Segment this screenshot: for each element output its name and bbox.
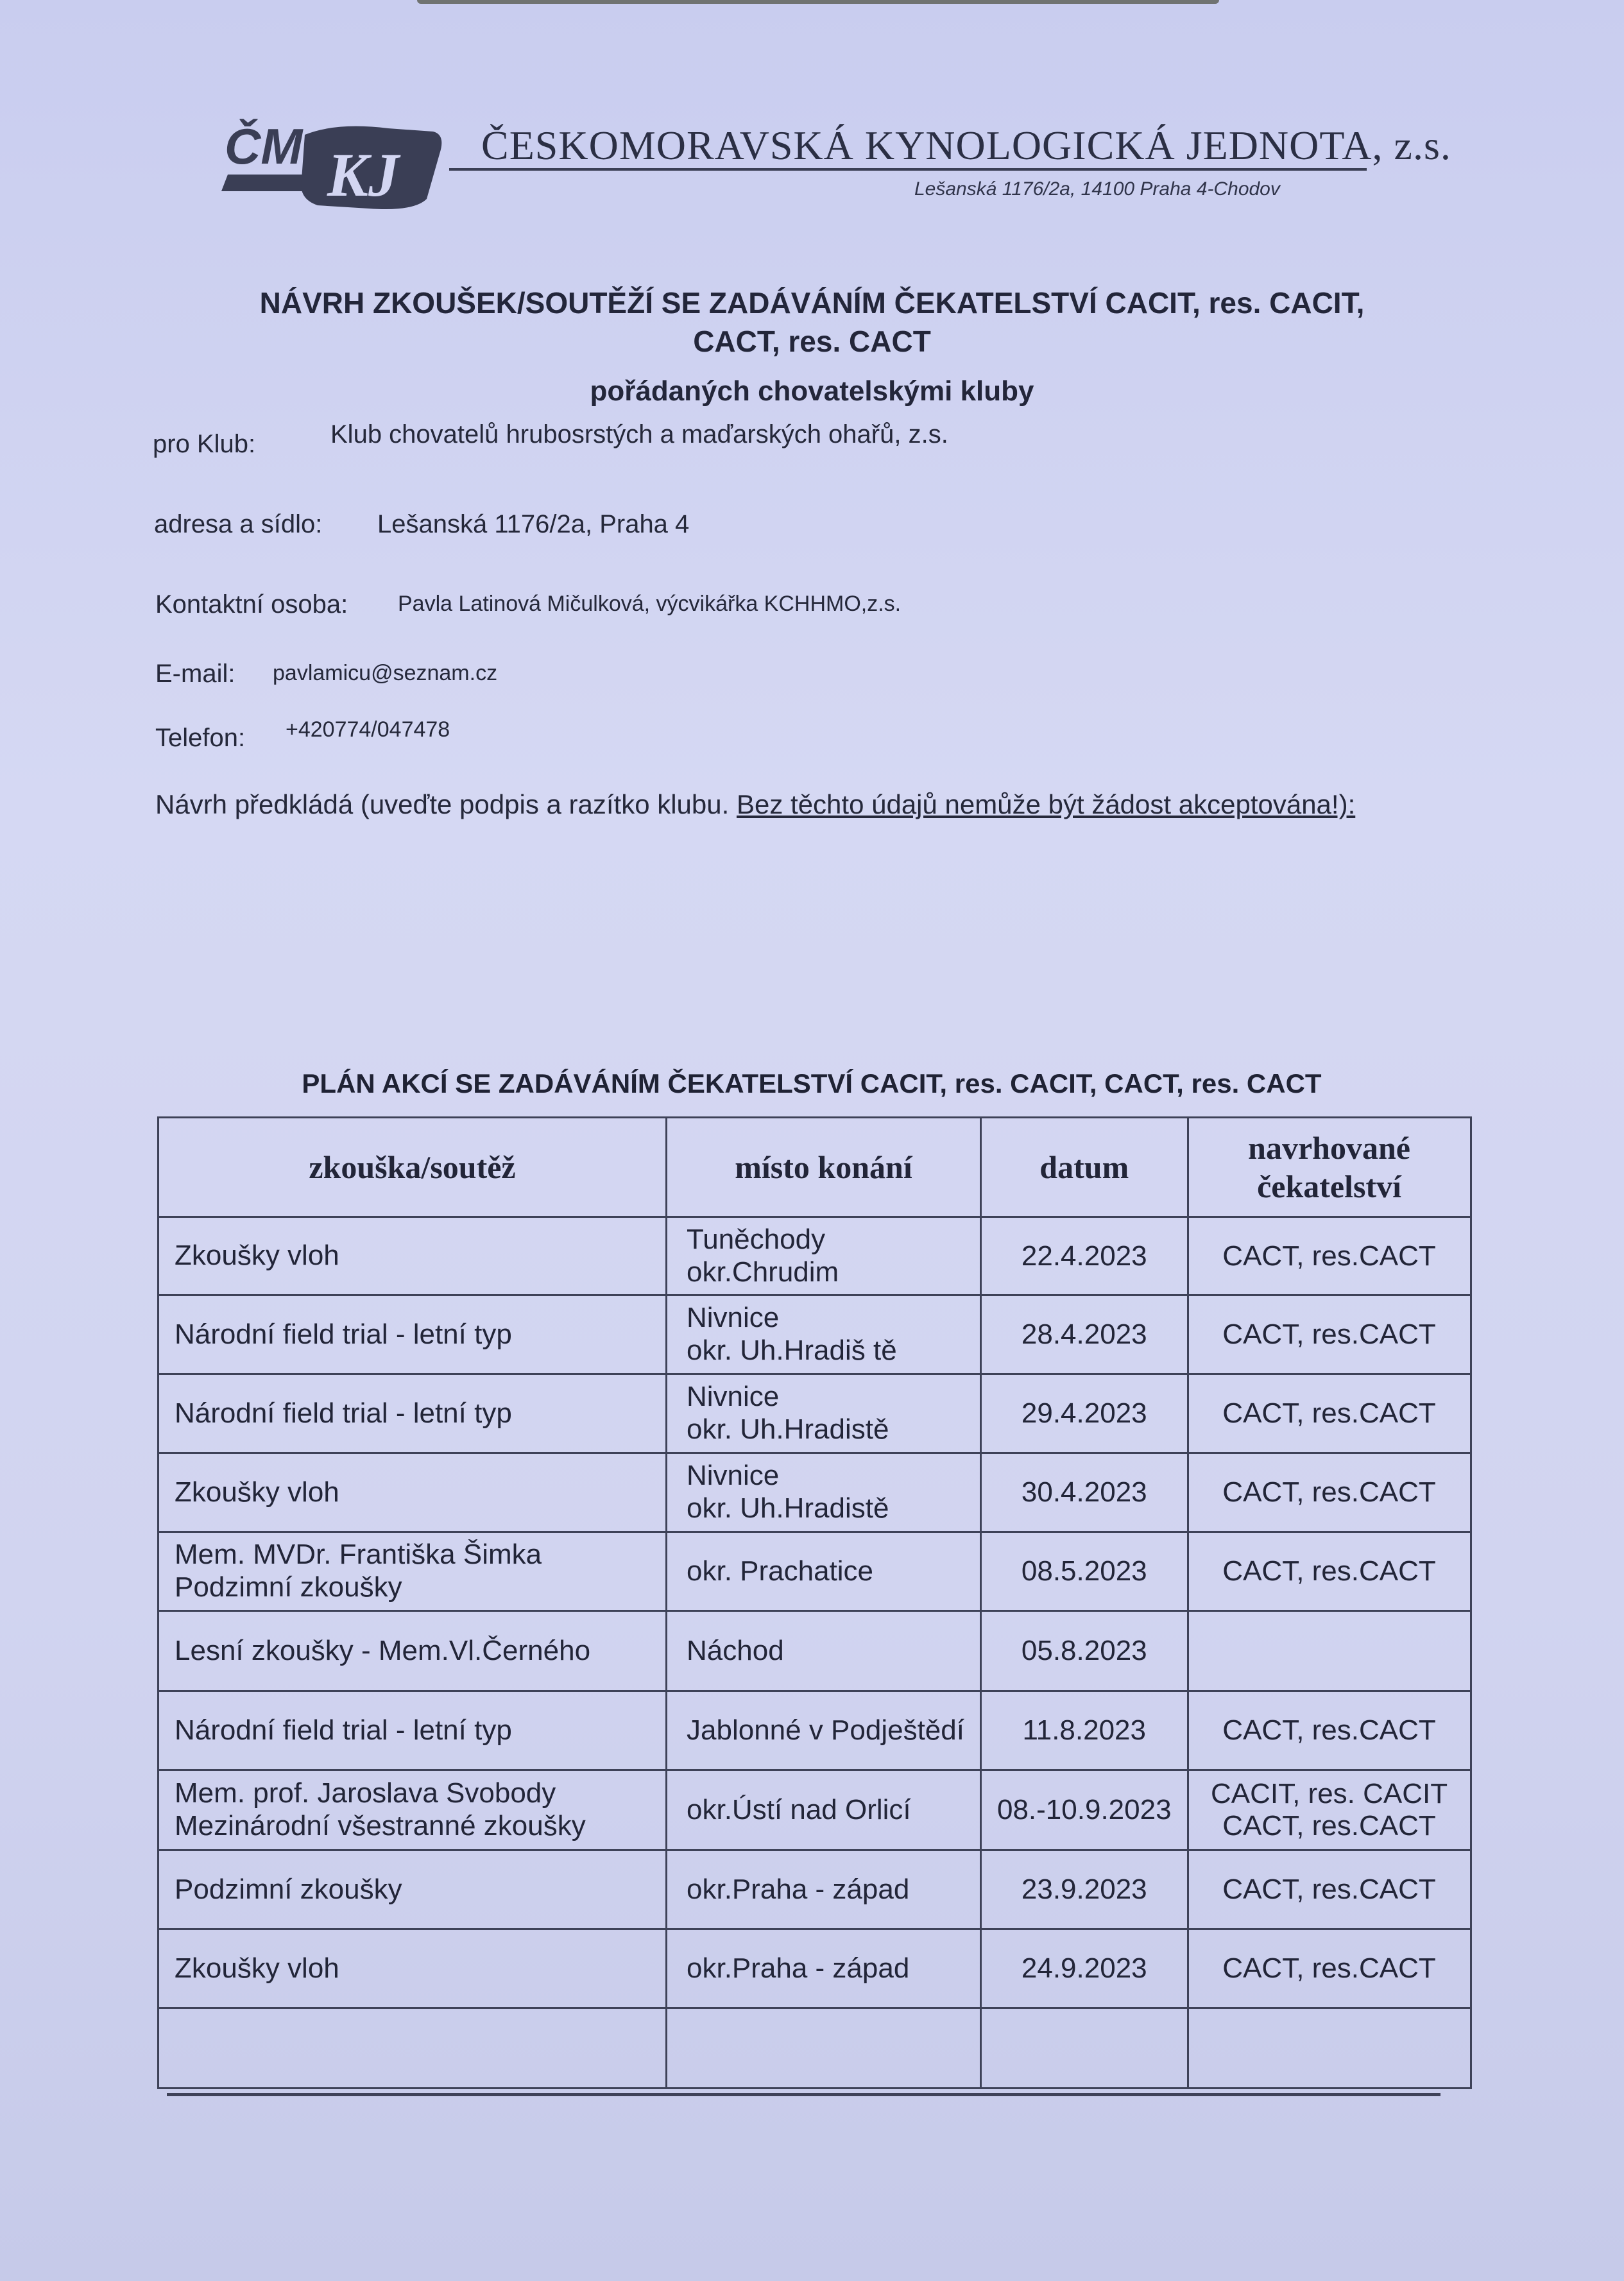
- header-titles-line2: čekatelství: [1257, 1168, 1402, 1204]
- place-cell-text: okr.Praha - západ: [687, 1873, 910, 1905]
- date-cell: [980, 1217, 1188, 1295]
- place-cell-text: Nivnice: [687, 1381, 780, 1413]
- titles-cell: [1188, 1295, 1471, 1374]
- email-value: pavlamicu@seznam.cz: [273, 661, 498, 685]
- table-row: [158, 1770, 1471, 1850]
- address-value: Lešanská 1176/2a, Praha 4: [377, 510, 690, 538]
- place-cell: [667, 1929, 981, 2008]
- date-cell: [980, 1453, 1188, 1532]
- titles-cell-text: CACT, res.CACT: [1222, 1714, 1436, 1746]
- event-cell: [158, 1611, 667, 1691]
- titles-cell: [1188, 1453, 1471, 1532]
- event-cell-text: Podzimní zkoušky: [175, 1571, 402, 1603]
- place-cell-text: Náchod: [687, 1634, 784, 1666]
- place-cell-text: Jablonné v Podještědí: [687, 1714, 964, 1746]
- place-cell: [667, 1691, 981, 1770]
- date-cell-text: 08.5.2023: [1021, 1555, 1147, 1587]
- svg-text:ČM: ČM: [225, 118, 303, 175]
- date-cell: [980, 1532, 1188, 1611]
- contact-label: Kontaktní osoba:: [155, 590, 348, 619]
- titles-cell: [1188, 1691, 1471, 1770]
- place-cell: [667, 1374, 981, 1453]
- titles-cell: [1188, 1611, 1471, 1691]
- date-cell-text: 05.8.2023: [1021, 1635, 1147, 1666]
- table-row: [158, 1453, 1471, 1532]
- titles-cell-text: CACT, res.CACT: [1222, 1952, 1436, 1984]
- date-cell-text: 28.4.2023: [1021, 1319, 1147, 1350]
- place-cell-text: okr. Uh.Hradistě: [687, 1414, 889, 1445]
- event-cell-text: Zkoušky vloh: [175, 1240, 339, 1272]
- place-cell: [667, 1770, 981, 1850]
- table-row: [158, 1850, 1471, 1929]
- event-cell-text: Zkoušky vloh: [175, 1952, 339, 1984]
- date-cell-text: 11.8.2023: [1022, 1714, 1146, 1746]
- header-event: zkouška/soutěž: [158, 1118, 667, 1217]
- place-cell-text: okr.Chrudim: [687, 1256, 839, 1288]
- date-cell-text: 22.4.2023: [1021, 1240, 1147, 1272]
- organization-address: Lešanská 1176/2a, 14100 Praha 4-Chodov: [914, 178, 1280, 200]
- document-title-line1: NÁVRH ZKOUŠEK/SOUTĚŽÍ SE ZADÁVÁNÍM ČEKATELSTVÍ CACIT, res. CACIT,: [259, 286, 1365, 320]
- titles-cell-text: CACT, res.CACT: [1222, 1240, 1436, 1272]
- table-row: [158, 1532, 1471, 1611]
- club-value: Klub chovatelů hrubosrstých a maďarských ohařů, z.s.: [330, 420, 948, 449]
- phone-label: Telefon:: [155, 724, 246, 752]
- table-header-row: [158, 1118, 1471, 1217]
- event-cell: [158, 1850, 667, 1929]
- svg-text:KJ: KJ: [327, 141, 400, 209]
- event-cell: [158, 1770, 667, 1850]
- titles-cell-text: CACT, res.CACT: [1222, 1555, 1436, 1587]
- event-cell: [158, 1453, 667, 1532]
- place-cell-text: okr. Prachatice: [687, 1555, 874, 1587]
- date-cell: [980, 1770, 1188, 1850]
- titles-cell: [1188, 1217, 1471, 1295]
- table-row: [158, 1691, 1471, 1770]
- event-cell-text: Mem. prof. Jaroslava Svobody: [175, 1777, 556, 1809]
- cmkj-logo: [221, 115, 452, 218]
- table-row: [158, 1295, 1471, 1374]
- place-cell: [667, 1217, 981, 1295]
- place-cell: [667, 1850, 981, 1929]
- event-cell: [158, 1217, 667, 1295]
- date-cell-text: 30.4.2023: [1021, 1476, 1147, 1508]
- date-cell: [980, 1295, 1188, 1374]
- titles-cell: [1188, 1770, 1471, 1850]
- table-bottom-rule: [167, 2093, 1440, 2096]
- club-label: pro Klub:: [153, 430, 256, 458]
- email-label: E-mail:: [155, 660, 235, 688]
- header-date: datum: [980, 1118, 1188, 1217]
- date-cell: [980, 1611, 1188, 1691]
- place-cell: [667, 1453, 981, 1532]
- table-row: [158, 1929, 1471, 2008]
- table-row: [158, 2008, 1471, 2089]
- event-cell-text: Národní field trial - letní typ: [175, 1318, 512, 1350]
- place-cell: [667, 1532, 981, 1611]
- event-cell: [158, 1295, 667, 1374]
- place-cell-text: Nivnice: [687, 1302, 780, 1334]
- place-cell-text: okr.Praha - západ: [687, 1952, 910, 1984]
- titles-cell: [1188, 1532, 1471, 1611]
- plan-title: PLÁN AKCÍ SE ZADÁVÁNÍM ČEKATELSTVÍ CACIT, res. CACIT, CACT, res. CACT: [302, 1068, 1322, 1098]
- date-cell-text: 29.4.2023: [1021, 1397, 1147, 1429]
- titles-cell: [1188, 1850, 1471, 1929]
- date-cell: [980, 1691, 1188, 1770]
- table-body: [158, 1217, 1471, 2089]
- document-subtitle: pořádaných chovatelskými kluby: [590, 375, 1034, 407]
- place-cell: [667, 1295, 981, 1374]
- submission-note: [155, 789, 1355, 820]
- event-cell-text: Zkoušky vloh: [175, 1476, 339, 1508]
- header-titles-line1: navrhované: [1248, 1130, 1410, 1166]
- page-top-edge: [417, 0, 1219, 4]
- titles-cell: [1188, 2008, 1471, 2089]
- event-cell: [158, 1929, 667, 2008]
- document-title-line2: CACT, res. CACT: [693, 325, 931, 358]
- date-cell-text: 08.-10.9.2023: [996, 1794, 1172, 1825]
- header-titles: [1188, 1118, 1471, 1217]
- header-place: místo konání: [667, 1118, 981, 1217]
- organization-name: ČESKOMORAVSKÁ KYNOLOGICKÁ JEDNOTA, z.s.: [481, 123, 1451, 168]
- date-cell: [980, 1929, 1188, 2008]
- place-cell: [667, 2008, 981, 2089]
- events-table: [157, 1116, 1472, 2089]
- letterhead-rule: [449, 168, 1367, 171]
- place-cell-text: okr. Uh.Hradiš tě: [687, 1335, 897, 1366]
- event-cell-text: Lesní zkoušky - Mem.Vl.Černého: [175, 1634, 591, 1666]
- event-cell: [158, 1374, 667, 1453]
- place-cell: [667, 1611, 981, 1691]
- event-cell-text: Podzimní zkoušky: [175, 1873, 402, 1905]
- event-cell: [158, 1691, 667, 1770]
- date-cell-text: 23.9.2023: [1021, 1874, 1147, 1905]
- table-row: [158, 1217, 1471, 1295]
- place-cell-text: Nivnice: [687, 1460, 780, 1492]
- event-cell-text: Národní field trial - letní typ: [175, 1397, 512, 1429]
- place-cell-text: okr.Ústí nad Orlicí: [687, 1793, 911, 1825]
- date-cell-text: 24.9.2023: [1021, 1952, 1147, 1984]
- titles-cell-text: CACT, res.CACT: [1222, 1397, 1436, 1429]
- submission-note-text: Návrh předkládá (uveďte podpis a razítko klubu.: [155, 789, 737, 819]
- titles-cell-text: CACT, res.CACT: [1222, 1476, 1436, 1508]
- table-row: [158, 1611, 1471, 1691]
- titles-cell-text: CACT, res.CACT: [1222, 1810, 1436, 1841]
- submission-warning: Bez těchto údajů nemůže být žádost akceptována!):: [736, 789, 1356, 819]
- event-cell: [158, 1532, 667, 1611]
- table-row: [158, 1374, 1471, 1453]
- event-cell-text: Mezinárodní všestranné zkoušky: [175, 1810, 586, 1841]
- titles-cell: [1188, 1929, 1471, 2008]
- date-cell: [980, 2008, 1188, 2089]
- place-cell-text: Tuněchody: [687, 1223, 826, 1255]
- titles-cell: [1188, 1374, 1471, 1453]
- phone-value: +420774/047478: [286, 717, 450, 742]
- titles-cell-text: CACT, res.CACT: [1222, 1319, 1436, 1350]
- event-cell-text: Národní field trial - letní typ: [175, 1714, 512, 1746]
- event-cell-text: Mem. MVDr. Františka Šimka: [175, 1539, 542, 1571]
- date-cell: [980, 1850, 1188, 1929]
- contact-value: Pavla Latinová Mičulková, výcvikářka KCHHMO,z.s.: [398, 592, 902, 616]
- address-label: adresa a sídlo:: [154, 510, 323, 538]
- event-cell: [158, 2008, 667, 2089]
- titles-cell-text: CACIT, res. CACIT: [1210, 1778, 1448, 1809]
- date-cell: [980, 1374, 1188, 1453]
- place-cell-text: okr. Uh.Hradistě: [687, 1492, 889, 1524]
- titles-cell-text: CACT, res.CACT: [1222, 1874, 1436, 1905]
